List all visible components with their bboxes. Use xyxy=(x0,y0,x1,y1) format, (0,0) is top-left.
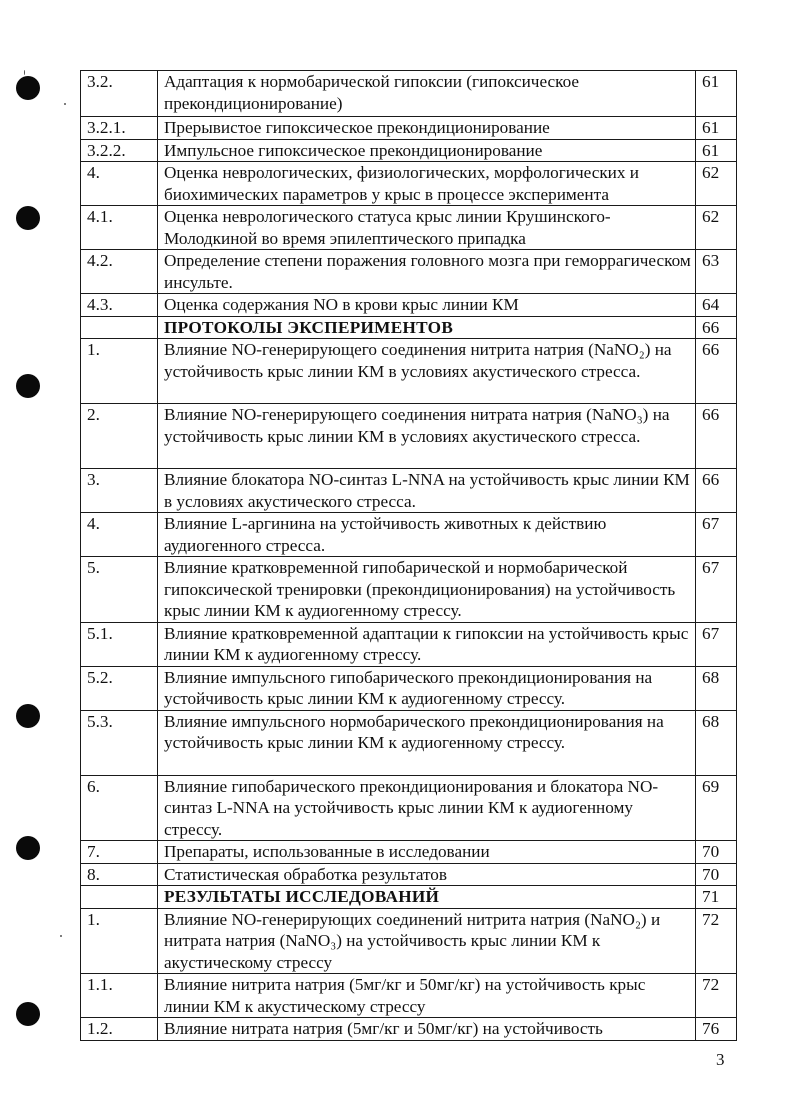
toc-row xyxy=(81,162,737,206)
hole-punch xyxy=(16,76,40,100)
toc-item-number: 4.1. xyxy=(81,206,158,250)
toc-item-title: Оценка неврологического статуса крыс линии Крушинского-Молодкиной во время эпилептического припадка xyxy=(158,206,696,250)
toc-item-page: 62 xyxy=(696,206,737,250)
toc-item-number xyxy=(81,886,158,909)
toc-item-page: 69 xyxy=(696,775,737,841)
toc-row xyxy=(81,71,737,117)
toc-item-title: Статистическая обработка результатов xyxy=(158,863,696,886)
toc-row xyxy=(81,206,737,250)
toc-row xyxy=(81,139,737,162)
toc-item-page: 66 xyxy=(696,316,737,339)
toc-item-page: 61 xyxy=(696,139,737,162)
toc-item-number: 1.2. xyxy=(81,1018,158,1041)
toc-item-title: Влияние импульсного нормобарического прекондиционирования на устойчивость крыс линии КМ к аудиогенному стрессу. xyxy=(158,710,696,775)
toc-item-title: Влияние импульсного гипобарического прекондиционирования на устойчивость крыс линии КМ к аудиогенному стрессу. xyxy=(158,666,696,710)
toc-item-title: Прерывистое гипоксическое прекондиционирование xyxy=(158,117,696,140)
toc-section-row xyxy=(81,886,737,909)
toc-item-title: РЕЗУЛЬТАТЫ ИССЛЕДОВАНИЙ xyxy=(158,886,696,909)
hole-punch xyxy=(16,836,40,860)
toc-item-number xyxy=(81,316,158,339)
toc-item-number: 5.3. xyxy=(81,710,158,775)
toc-item-number: 3.2.2. xyxy=(81,139,158,162)
toc-item-page: 76 xyxy=(696,1018,737,1041)
toc-item-title: Влияние нитрата натрия (5мг/кг и 50мг/кг) на устойчивость xyxy=(158,1018,696,1041)
toc-row xyxy=(81,974,737,1018)
toc-item-page: 62 xyxy=(696,162,737,206)
toc-item-title: Влияние нитрита натрия (5мг/кг и 50мг/кг) на устойчивость крыс линии КМ к акустическому стрессу xyxy=(158,974,696,1018)
hole-punch xyxy=(16,206,40,230)
toc-item-page: 68 xyxy=(696,666,737,710)
table-of-contents xyxy=(80,70,737,1041)
toc-row xyxy=(81,666,737,710)
toc-item-title: Влияние L-аргинина на устойчивость животных к действию аудиогенного стресса. xyxy=(158,513,696,557)
toc-item-page: 68 xyxy=(696,710,737,775)
toc-item-number: 3. xyxy=(81,469,158,513)
toc-item-title: Влияние гипобарического прекондиционирования и блокатора NO-синтаз L-NNA на устойчивость крыс линии КМ к аудиогенному стрессу. xyxy=(158,775,696,841)
toc-row xyxy=(81,622,737,666)
hole-punch xyxy=(16,374,40,398)
toc-row xyxy=(81,1018,737,1041)
hole-punch xyxy=(16,704,40,728)
toc-row xyxy=(81,469,737,513)
toc-item-title: Влияние кратковременной адаптации к гипоксии на устойчивость крыс линии КМ к аудиогенному стрессу. xyxy=(158,622,696,666)
toc-row xyxy=(81,557,737,623)
toc-item-number: 3.2.1. xyxy=(81,117,158,140)
toc-row xyxy=(81,841,737,864)
toc-row xyxy=(81,117,737,140)
toc-item-page: 71 xyxy=(696,886,737,909)
toc-item-number: 1.1. xyxy=(81,974,158,1018)
toc-row xyxy=(81,250,737,294)
toc-item-page: 72 xyxy=(696,908,737,974)
toc-row xyxy=(81,710,737,775)
toc-row xyxy=(81,908,737,974)
toc-row xyxy=(81,775,737,841)
toc-item-title: Влияние блокатора NO-синтаз L-NNA на устойчивость крыс линии КМ в условиях акустического стресса. xyxy=(158,469,696,513)
toc-item-number: 3.2. xyxy=(81,71,158,117)
page-number: 3 xyxy=(716,1050,725,1069)
toc-item-number: 5. xyxy=(81,557,158,623)
toc-item-page: 61 xyxy=(696,71,737,117)
toc-item-number: 8. xyxy=(81,863,158,886)
toc-item-title: ПРОТОКОЛЫ ЭКСПЕРИМЕНТОВ xyxy=(158,316,696,339)
hole-punch xyxy=(16,1002,40,1026)
toc-item-number: 2. xyxy=(81,404,158,469)
toc-item-page: 70 xyxy=(696,841,737,864)
toc-row xyxy=(81,404,737,469)
toc-item-title: Адаптация к нормобарической гипоксии (гипоксическое прекондиционирование) xyxy=(158,71,696,117)
toc-row xyxy=(81,294,737,317)
toc-section-row xyxy=(81,316,737,339)
scan-speck xyxy=(24,70,25,75)
toc-item-number: 1. xyxy=(81,908,158,974)
toc-item-page: 61 xyxy=(696,117,737,140)
toc-item-title: Влияние NO-генерирующего соединения нитрита натрия (NaNO₂) на устойчивость крыс линии КМ в условиях акустического стресса. xyxy=(158,339,696,404)
toc-item-number: 7. xyxy=(81,841,158,864)
toc-item-title: Влияние NO-генерирующего соединения нитрата натрия (NaNO₃) на устойчивость крыс линии КМ в условиях акустического стресса. xyxy=(158,404,696,469)
scan-speck xyxy=(64,103,66,105)
toc-item-number: 6. xyxy=(81,775,158,841)
scan-speck xyxy=(60,935,62,937)
toc-item-number: 4. xyxy=(81,162,158,206)
toc-item-title: Импульсное гипоксическое прекондиционирование xyxy=(158,139,696,162)
toc-item-page: 64 xyxy=(696,294,737,317)
toc-item-number: 4.2. xyxy=(81,250,158,294)
toc-item-title: Оценка содержания NO в крови крыс линии КМ xyxy=(158,294,696,317)
toc-item-title: Влияние кратковременной гипобарической и нормобарической гипоксической тренировки (прекондиционирования) на устойчивость крыс линии КМ к аудиогенному стрессу. xyxy=(158,557,696,623)
toc-item-number: 1. xyxy=(81,339,158,404)
toc-item-page: 67 xyxy=(696,622,737,666)
toc-item-title: Оценка неврологических, физиологических, морфологических и биохимических параметров у крыс в процессе эксперимента xyxy=(158,162,696,206)
toc-item-page: 66 xyxy=(696,404,737,469)
toc-item-number: 4.3. xyxy=(81,294,158,317)
toc-item-number: 5.2. xyxy=(81,666,158,710)
toc-item-page: 72 xyxy=(696,974,737,1018)
toc-item-title: Определение степени поражения головного мозга при геморрагическом инсульте. xyxy=(158,250,696,294)
toc-item-page: 67 xyxy=(696,513,737,557)
toc-row xyxy=(81,339,737,404)
toc-item-page: 66 xyxy=(696,469,737,513)
toc-item-page: 70 xyxy=(696,863,737,886)
toc-item-page: 66 xyxy=(696,339,737,404)
toc-item-page: 63 xyxy=(696,250,737,294)
toc-item-number: 4. xyxy=(81,513,158,557)
toc-item-number: 5.1. xyxy=(81,622,158,666)
toc-item-title: Препараты, использованные в исследовании xyxy=(158,841,696,864)
toc-item-page: 67 xyxy=(696,557,737,623)
toc-item-title: Влияние NO-генерирующих соединений нитрита натрия (NaNO₂) и нитрата натрия (NaNO₃) на устойчивость крыс линии КМ к акустическому стрессу xyxy=(158,908,696,974)
toc-row xyxy=(81,513,737,557)
toc-row xyxy=(81,863,737,886)
